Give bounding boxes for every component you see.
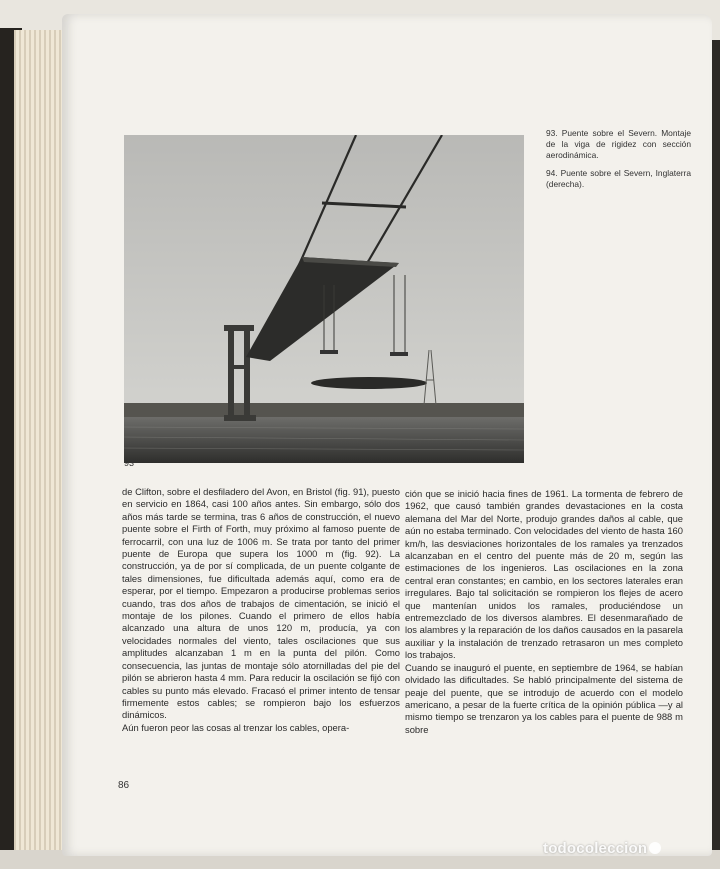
watermark-text: todocoleccion: [543, 840, 648, 857]
text-column-right: [405, 488, 683, 736]
page-number: 86: [118, 780, 130, 791]
watermark: [543, 840, 661, 857]
paragraph: Aún fueron peor las cosas al trenzar los cables, opera-: [122, 721, 350, 733]
paragraph: de Clifton, sobre el desfiladero del Avon, en Bristol (fig. 91), puesto en servicio en 1864, casi 100 años antes. Sin embargo, sólo dos años más tarde se termina, tras 6 años de construcción, el nuevo puente sobre el Firth of Forth, muy próximo al famoso puente de ferrocarril, con una luz de 1006 m. Se trata por tanto del primer puente de Europa que supera los 1000 m (fig. 92). La construcción, ya de por sí complicada, de un puente colgante de tales dimensiones, fue dificultada además aquí, como era de esperar, por el tiempo. Empezaron a producirse problemas serios cuando, tras dos años de trabajos de cimentación, se inició el montaje de los pilones. Cuando el primero de ellos había alcanzado una altura de unos 120 m, producía, ya con velocidades normales del viento, tales oscilaciones que sus amplitudes alcanzaban 1 m en la punta del pilón. Como consecuencia, las juntas de montaje sólo atornilladas del pie del pilón se abrieron hasta 4 mm. Para reducir la oscilación se fijó con cables su punto más elevado. Fracasó el primer intento de tensar firmemente estos cables; se rompieron bajo los esfuerzos dinámicos.: [122, 486, 400, 721]
caption-93: 93. Puente sobre el Severn. Montaje de la viga de rigidez con sección aerodinámica.: [546, 128, 691, 160]
bridge-photo: [124, 135, 524, 463]
captions: [546, 128, 691, 197]
figure-number: 93: [124, 458, 135, 468]
caption-94: 94. Puente sobre el Severn, Inglaterra (derecha).: [546, 168, 691, 189]
watermark-logo-icon: [649, 842, 661, 854]
paragraph: ción que se inició hacia fines de 1961. La tormenta de febrero de 1962, que causó también grandes devastaciones en la costa alemana del Mar del Norte, produjo grandes daños al cable, que aún no estaba terminado. Con velocidades del viento de hasta 160 km/h, las desviaciones horizontales de los ramales ya trenzados alcanzaban en el centro del puente más de 20 m, según las estimaciones de los ingenieros. Las oscilaciones en la zona central eran constantes; en cambio, en los sectores laterales eran irregulares. Bajo tal solicitación se rompieron los flejes de acero que mantenían unidos los ramales, produciéndose un entremezclado de los diversos alambres. El desenmarañado de los alambres y la reparación de los daños causados en la pasarela auxiliar y la instalación de trenzado retrasaron un mes completo los trabajos.: [405, 488, 683, 661]
paragraph: Cuando se inauguró el puente, en septiembre de 1964, se habían olvidado las dificultades. Se habló principalmente del sistema de peaje del puente, que se introdujo de acuerdo con el modelo americano, a pesar de la fuerte crítica de la opinión pública —y al mismo tiempo se trenzaron ya los cables para el puente de 988 m sobre: [405, 661, 683, 735]
text-column-left: [122, 486, 400, 734]
